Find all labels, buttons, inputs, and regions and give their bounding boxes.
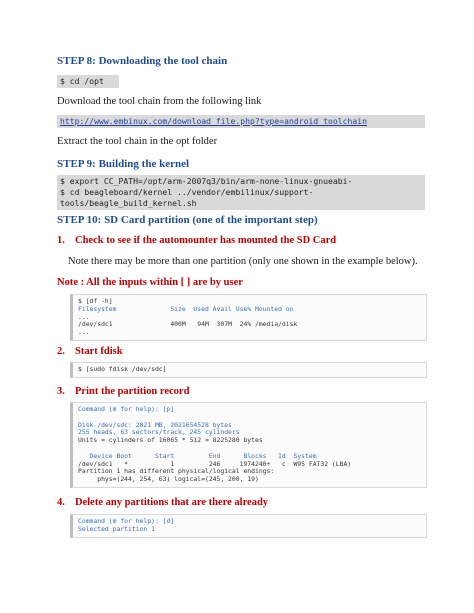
toolchain-link-box [57,115,425,128]
code-line: ... [78,312,90,321]
code-line: Units = cylinders of 16065 * 512 = 8225280 bytes [78,436,263,445]
code-line: Selected partition 1 [78,524,155,533]
df-code-block [70,294,427,341]
item-title-print-partition: Print the partition record [75,386,190,397]
item-title-delete-partitions: Delete any partitions that are there already [75,497,269,508]
command-line: $ export CC_PATH=/opt/arm-2007q3/bin/arm-none-linux-gnueabi- [60,176,353,186]
fdisk-code-block [70,362,427,378]
toolchain-link[interactable]: http://www.embinux.com/download_file.php?type=android_toolchain [60,116,367,126]
item-number-4: 4. [57,497,65,508]
item-number-2: 2. [57,346,65,357]
build-kernel-commands [57,175,425,210]
extract-instruction: Extract the tool chain in the opt folder [57,136,218,147]
code-line: Disk /dev/sdc: 2021 MB, 2021654528 bytes [78,420,232,429]
user-input-warning: Note : All the inputs within [ ] are by user [57,277,243,288]
item-number-1: 1. [57,235,65,246]
code-line: /dev/sdc1 400M 94M 307M 24% /media/disk [78,320,298,329]
cd-opt-command [57,75,119,88]
code-line: Filesystem Size Used Avail Use% Mounted on [78,304,294,313]
code-line: Command (m for help): [d] [78,517,175,525]
code-line: phys=(244, 254, 63) logical=(245, 200, 19) [78,475,259,484]
code-line: 255 heads, 63 sectors/track, 245 cylinders [78,428,240,437]
code-line: ... [78,328,90,337]
command-line: $ cd beagleboard/kernel ../vendor/embilinux/support- [60,187,314,197]
step8-heading: STEP 8: Downloading the tool chain [57,55,228,67]
partition-note: Note there may be more than one partition (only one shown in the example below). [68,256,418,267]
command-line: $ cd /opt [60,76,104,86]
item-title-start-fdisk: Start fdisk [75,346,123,357]
code-line: /dev/sdc1 * 1 246 1974240+ c W95 FAT32 (LBA) [78,459,352,468]
item-title-check-automounter: Check to see if the automounter has mounted the SD Card [75,235,337,246]
code-line: $ [df -h] [78,297,113,305]
step9-heading: STEP 9: Building the kernel [57,158,190,170]
download-instruction: Download the tool chain from the following link [57,96,262,107]
print-partition-code-block [70,402,427,488]
code-line: Command (m for help): [p] [78,405,175,413]
code-line: Device Boot Start End Blocks Id System [78,451,317,460]
step10-heading: STEP 10: SD Card partition (one of the important step) [57,214,318,226]
command-line: tools/beagle_build_kernel.sh [60,198,197,208]
delete-partition-code-block [70,514,427,538]
code-line: Partition 1 has different physical/logical endings: [78,467,275,476]
item-number-3: 3. [57,386,65,397]
code-line: $ [sudo fdisk /dev/sdc] [78,365,167,373]
